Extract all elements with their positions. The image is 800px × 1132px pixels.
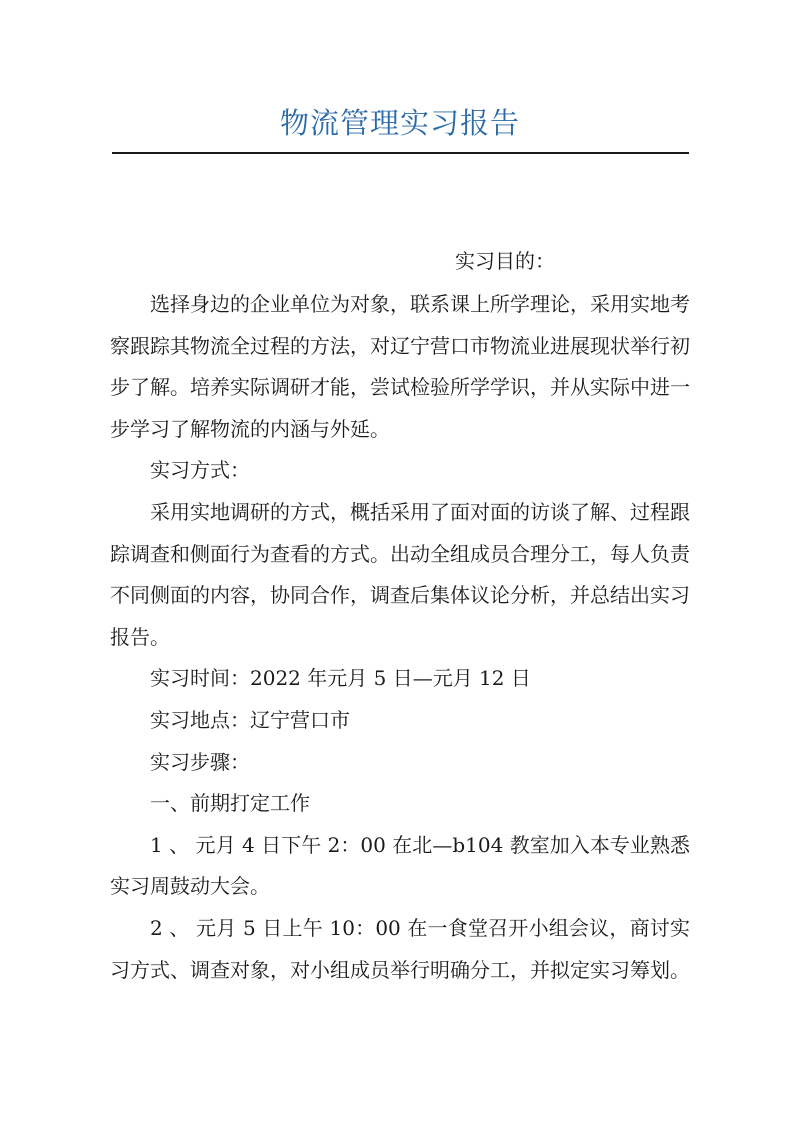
step-item-2: 2 、 元月 5 日上午 10：00 在一食堂召开小组会议，商讨实习方式、调查对象，对小组成员举行明确分工，并拟定实习筹划。 <box>110 915 690 982</box>
paragraph-purpose: 选择身边的企业单位为对象，联系课上所学理论，采用实地考察跟踪其物流全过程的方法，对辽宁营口市物流业进展现状举行初步了解。培养实际调研才能，尝试检验所学学识，并从实际中进一步学习了解物流的内涵与外延。 <box>110 292 690 441</box>
document-title: 物流管理实习报告 <box>279 106 520 140</box>
line-location: 实习地点：辽宁营口市 <box>150 707 350 732</box>
section-heading-purpose: 实习目的： <box>455 249 555 273</box>
document-body <box>110 284 690 991</box>
title-divider <box>112 152 689 154</box>
heading-steps: 实习步骤： <box>150 749 250 774</box>
line-time: 实习时间：2022 年元月 5 日—元月 12 日 <box>150 666 531 691</box>
heading-method: 实习方式： <box>150 458 250 483</box>
step-item-1: 1 、 元月 4 日下午 2：00 在北—b104 教室加入本专业熟悉实习周鼓动大会。 <box>110 832 690 899</box>
paragraph-method: 采用实地调研的方式，概括采用了面对面的访谈了解、过程跟踪调查和侧面行为查看的方式。出动全组成员合理分工，每人负责不同侧面的内容，协同合作，调查后集体议论分析，并总结出实习报告。 <box>110 499 690 649</box>
heading-preparation: 一、前期打定工作 <box>150 791 310 816</box>
